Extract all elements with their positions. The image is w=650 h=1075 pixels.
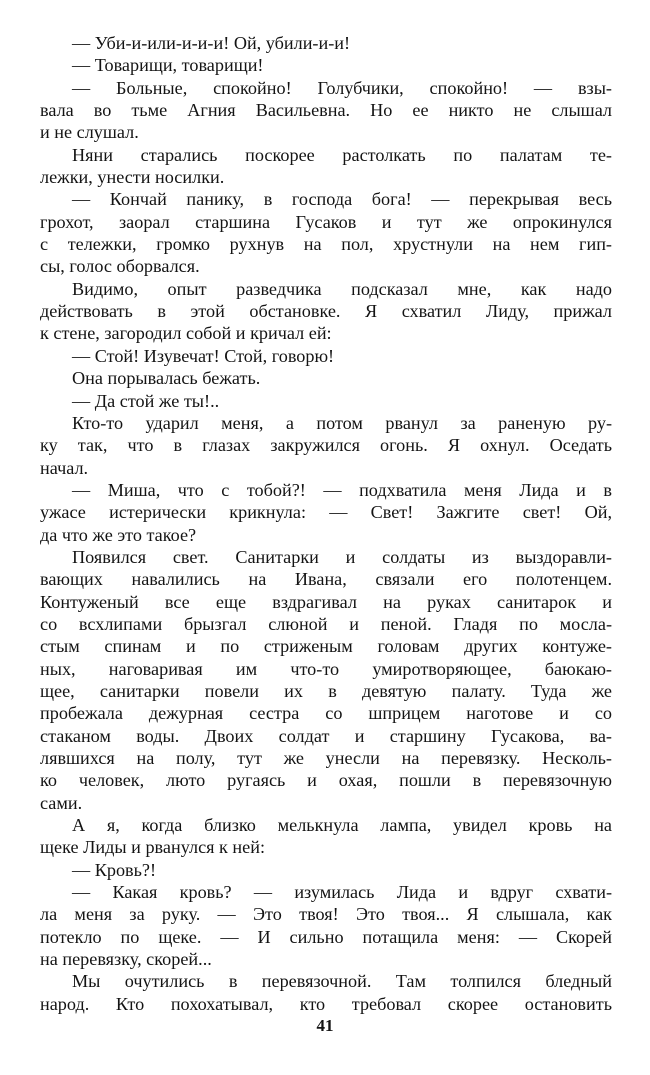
text-line: — Кровь?! bbox=[72, 859, 157, 880]
text-line: — Уби-и-или-и-и-и! Ой, убили-и-и! bbox=[72, 33, 351, 53]
text-line: стаканом воды. Двоих солдат и старшину Гусакова, ва- bbox=[40, 725, 612, 746]
text-line: со всхлипами брызгал слюной и пеной. Гладя по мосла- bbox=[40, 613, 612, 634]
text-line: — Больные, спокойно! Голубчики, спокойно! — взы- bbox=[72, 77, 612, 98]
text-line: грохот, заорал старшина Гусаков и тут же опрокинулся bbox=[40, 211, 612, 232]
text-line: лявшихся на полу, тут же унесли на перевязку. Несколь- bbox=[40, 748, 612, 768]
text-line: сы, голос оборвался. bbox=[40, 256, 200, 277]
text-line: пробежала дежурная сестра со шприцем наготове и со bbox=[40, 703, 612, 724]
text-line: А я, когда близко мелькнула лампа, увидел кровь на bbox=[72, 815, 612, 836]
text-line: на перевязку, скорей... bbox=[40, 949, 212, 970]
text-line: к стене, загородил собой и кричал ей: bbox=[40, 323, 332, 344]
text-line: щеке Лиды и рванулся к ней: bbox=[40, 837, 266, 858]
text-line: щее, санитарки повели их в девятую палату. Туда же bbox=[40, 680, 612, 701]
text-line: Кто-то ударил меня, а потом рванул за раненую ру- bbox=[72, 412, 612, 433]
text-line: — Какая кровь? — изумилась Лида и вдруг схвати- bbox=[72, 882, 612, 903]
text-line: Появился свет. Санитарки и солдаты из выздоравли- bbox=[72, 546, 612, 567]
text-line: Няни старались поскорее растолкать по палатам те- bbox=[72, 144, 612, 165]
text-line: Контуженый все еще вздрагивал на руках санитарок и bbox=[40, 591, 612, 612]
page-number: 41 bbox=[316, 1016, 334, 1035]
text-line: да что же это такое? bbox=[40, 524, 197, 545]
text-line: — Стой! Изувечат! Стой, говорю! bbox=[72, 345, 335, 366]
text-line: лежки, унести носилки. bbox=[40, 167, 225, 188]
text-line: — Кончай панику, в господа бога! — перекрывая весь bbox=[72, 189, 612, 210]
text-line: вающих навалились на Ивана, связали его полотенцем. bbox=[40, 569, 612, 590]
text-line: действовать в этой обстановке. Я схватил Лиду, прижал bbox=[40, 301, 612, 322]
text-line: народ. Кто похохатывал, кто требовал скорее остановить bbox=[40, 993, 612, 1014]
text-line: Мы очутились в перевязочной. Там толпился бледный bbox=[72, 971, 612, 992]
text-line: — Миша, что с тобой?! — подхватила меня Лида и в bbox=[72, 479, 612, 500]
text-line: ных, наговаривая им что-то умиротворяющее, баюкаю- bbox=[40, 658, 612, 679]
text-line: ла меня за руку. — Это твоя! Это твоя... Я слышала, как bbox=[40, 904, 612, 925]
page-text bbox=[40, 32, 612, 1015]
text-line: и не слушал. bbox=[40, 122, 139, 143]
text-line: ужасе истерически крикнула: — Свет! Зажгите свет! Ой, bbox=[40, 502, 612, 523]
text-line: Видимо, опыт разведчика подсказал мне, как надо bbox=[72, 278, 612, 299]
text-line: с тележки, громко рухнув на пол, хрустнули на нем гип- bbox=[40, 234, 612, 255]
text-line: потекло по щеке. — И сильно потащила меня: — Скорей bbox=[40, 926, 612, 947]
text-line: стым спинам и по стриженым головам других контуже- bbox=[40, 636, 612, 657]
text-line: сами. bbox=[40, 792, 83, 813]
text-line: — Товарищи, товарищи! bbox=[72, 55, 264, 76]
text-line: Она порывалась бежать. bbox=[72, 368, 261, 389]
text-line: вала во тьме Агния Васильевна. Но ее никто не слышал bbox=[40, 100, 612, 121]
text-line: ко человек, люто ругаясь и охая, пошли в перевязочную bbox=[40, 770, 612, 791]
text-line: ку так, что в глазах закружился огонь. Я охнул. Оседать bbox=[40, 435, 612, 456]
text-line: начал. bbox=[40, 457, 89, 478]
text-line: — Да стой же ты!.. bbox=[72, 390, 220, 411]
